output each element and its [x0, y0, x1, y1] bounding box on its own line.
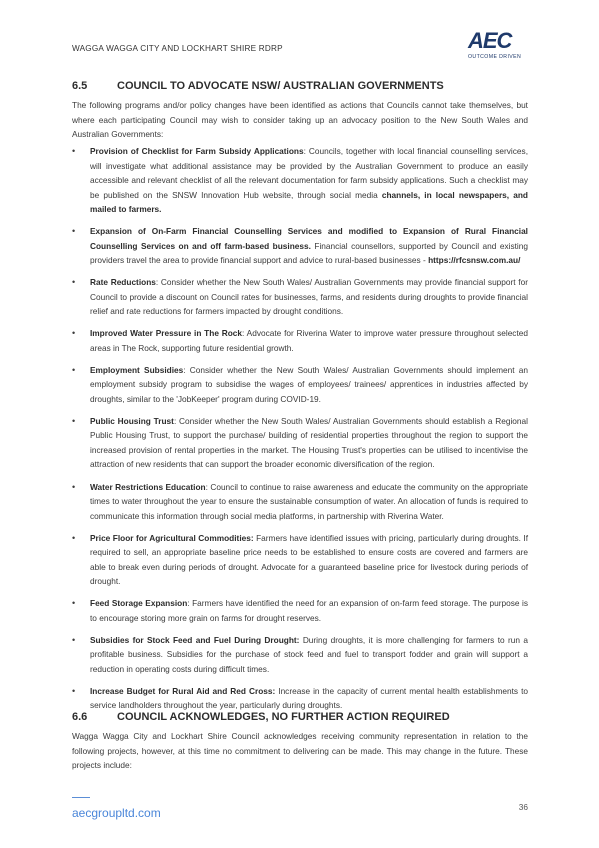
page-number: 36: [518, 802, 528, 812]
list-item: • Improved Water Pressure in The Rock: Advocate for Riverina Water to improve water pressure throughout selected areas in The Rock, supporting future residential growth.: [72, 326, 528, 355]
logo-tagline: OUTCOME DRIVEN: [468, 54, 522, 60]
section-number: 6.5: [72, 80, 88, 92]
logo-mark: AEC: [468, 28, 512, 53]
section-heading-6-6: [72, 711, 450, 723]
list-item: • Expansion of On-Farm Financial Counselling Services and modified to Expansion of Rural Financial Counselling Services on and off farm-based business. Financial counsellors, supported by Council and existing providers travel the area to provide financial support and advice to rural-based businesses - https://rfcsnsw.com.au/: [72, 224, 528, 268]
section-number: 6.6: [72, 711, 88, 723]
section-title: COUNCIL ACKNOWLEDGES, NO FURTHER ACTION REQUIRED: [117, 711, 450, 723]
document-header: WAGGA WAGGA CITY AND LOCKHART SHIRE RDRP: [72, 44, 283, 53]
list-item: • Price Floor for Agricultural Commodities: Farmers have identified issues with pricing, particularly during droughts. If required to sell, an appropriate baseline price needs to be established to ensure costs are covered and farmers are able to break even during periods of drought. Advocate for a guaranteed baseline price for livestock during periods of drought.: [72, 531, 528, 589]
list-item: • Water Restrictions Education: Council to continue to raise awareness and educate the community on the appropriate times to water throughout the year to ensure the sustainable consumption of water. An allocation of funds is required to communicate this information through social media platforms, in partnership with Riverina Water.: [72, 480, 528, 524]
list-item: • Feed Storage Expansion: Farmers have identified the need for an expansion of on-farm feed storage. The purpose is to encourage storing more grain on farms for drought reserves.: [72, 596, 528, 625]
list-item: • Public Housing Trust: Consider whether the New South Wales/ Australian Governments should establish a Regional Public Housing Trust, to support the purchase/ building of residential properties throughout the region to support the increased provision of rental properties in the market. The Housing Trust's properties can be utilised to incentivise the attraction of new residents that can support the broader economic diversification of the region.: [72, 414, 528, 472]
section-heading-6-5: [72, 80, 444, 92]
footer-website-link[interactable]: aecgroupltd.com: [72, 806, 161, 820]
advocacy-list: [72, 144, 528, 721]
section-intro: The following programs and/or policy changes have been identified as actions that Councils cannot take themselves, but where each participating Council may wish to consider taking up an advocacy position to the New South Wales and Australian Governments:: [72, 100, 528, 139]
list-item: • Provision of Checklist for Farm Subsidy Applications: Councils, together with local financial counselling services, will investigate what additional assistance may be provided by the Australian Government to produce an easily accessible and relevant checklist of all the relevant documentation for farm subsidy applications. Such a checklist may be published on the SNSW Innovation Hub website, through social media channels, in local newspapers, and mailed to farmers.: [72, 144, 528, 217]
section-title: COUNCIL TO ADVOCATE NSW/ AUSTRALIAN GOVERNMENTS: [117, 80, 444, 92]
aec-logo: [468, 30, 528, 64]
list-item: • Rate Reductions: Consider whether the New South Wales/ Australian Governments may provide financial support for Council to provide a discount on Council rates for businesses, farms, and residents during droughts to provide financial relief and rate reductions for farmers impacted by drought conditions.: [72, 275, 528, 319]
footer-rule: [72, 797, 90, 798]
section-intro: Wagga Wagga City and Lockhart Shire Council acknowledges receiving community representation in relation to the following projects, however, at this time no commitment to delivering can be made. This may change in the future. These projects include:: [72, 731, 528, 770]
list-item: • Subsidies for Stock Feed and Fuel During Drought: During droughts, it is more challenging for farmers to run a profitable business. Subsidies for the purchase of stock feed and fuel to transport fodder and grain will support a reduction in operating costs during difficult times.: [72, 633, 528, 677]
list-item: • Increase Budget for Rural Aid and Red Cross: Increase in the capacity of current mental health establishments to service landholders throughout the year, particularly during droughts.: [72, 684, 528, 713]
list-item: • Employment Subsidies: Consider whether the New South Wales/ Australian Governments should implement an employment subsidy program to subsidise the wages of employees/ trainees/ apprentices in industries affected by droughts, similar to the 'JobKeeper' program during COVID-19.: [72, 363, 528, 407]
